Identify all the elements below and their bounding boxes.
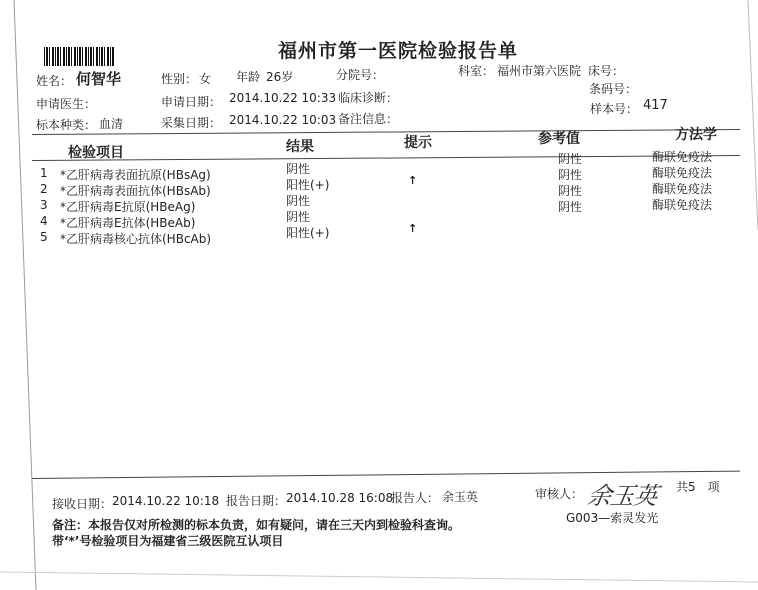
row-no: 3 (40, 198, 48, 212)
collect-date-label: 采集日期： (161, 116, 222, 130)
row-no: 1 (40, 166, 48, 180)
sample-no: 417 (643, 98, 668, 113)
footer-mutual-note: 带‘*’号检验项目为福建省三级医院互认项目 (52, 534, 284, 548)
instrument-code: G003—索灵发光 (566, 511, 659, 525)
row-method: 酶联免疫法 (652, 150, 713, 164)
doctor-label: 申请医生： (36, 97, 97, 111)
row-reference: 阴性 (558, 168, 583, 182)
apply-date-label: 申请日期： (161, 95, 222, 109)
reporter-label: 报告人： (391, 491, 440, 505)
row-method: 酶联免疫法 (652, 166, 713, 180)
row-item: *乙肝病毒E抗原(HBeAg) (60, 200, 196, 214)
row-reference: 阴性 (558, 200, 583, 214)
col-hint: 提示 (404, 135, 432, 151)
bed-label: 床号： (588, 64, 625, 78)
barcode-label: 条码号： (589, 82, 638, 96)
age-label: 年龄 (236, 70, 261, 84)
row-result: 阴性 (286, 210, 311, 224)
footer-note: 备注：本报告仅对所检测的标本负责，如有疑问，请在三天内到检验科查询。 (52, 518, 461, 532)
column-rule (32, 155, 740, 161)
barcode-image (44, 47, 114, 66)
patient-age: 26岁 (266, 70, 294, 84)
row-reference: 阴性 (558, 152, 583, 166)
report-date-label: 报告日期： (226, 494, 287, 508)
row-method: 酶联免疫法 (652, 198, 713, 212)
branch-label: 分院号： (336, 68, 385, 82)
name-label: 姓名： (36, 74, 73, 88)
row-result: 阴性 (286, 162, 311, 176)
row-no: 2 (40, 182, 48, 196)
col-item: 检验项目 (68, 145, 124, 161)
row-no: 5 (40, 230, 48, 244)
reviewer-label: 审核人： (535, 487, 584, 501)
specimen-value: 血清 (99, 117, 124, 131)
reporter-name: 余玉英 (442, 490, 479, 504)
patient-gender: 女 (199, 72, 212, 86)
collect-date: 2014.10.22 10:03 (229, 113, 337, 127)
note-label: 备注信息： (338, 112, 399, 126)
row-result: 阳性(+) (286, 226, 330, 240)
up-arrow-icon: ↑ (408, 174, 418, 187)
row-item: *乙肝病毒核心抗体(HBcAb) (60, 232, 212, 246)
col-method: 方法学 (675, 127, 717, 143)
sample-no-label: 样本号： (590, 102, 639, 116)
report-date: 2014.10.28 16:08 (286, 491, 394, 505)
receive-date: 2014.10.22 10:18 (112, 494, 220, 508)
row-reference: 阴性 (558, 184, 583, 198)
diagnosis-label: 临床诊断： (338, 91, 399, 105)
total-items: 共5 项 (676, 480, 720, 494)
row-method: 酶联免疫法 (652, 182, 713, 196)
report-title: 福州市第一医院检验报告单 (278, 40, 519, 62)
patient-name: 何智华 (76, 70, 122, 88)
row-no: 4 (40, 214, 48, 228)
apply-date: 2014.10.22 10:33 (229, 91, 337, 105)
gender-label: 性别： (161, 72, 198, 86)
row-item: *乙肝病毒表面抗体(HBsAb) (60, 184, 211, 198)
header-rule (32, 129, 740, 135)
dept-value: 福州市第六医院 (497, 64, 582, 78)
reviewer-signature: 余玉英 (585, 482, 660, 510)
row-result: 阳性(+) (286, 178, 330, 192)
col-reference: 参考值 (538, 131, 580, 147)
specimen-label: 标本种类： (36, 118, 97, 132)
up-arrow-icon: ↑ (408, 222, 418, 235)
receive-label: 接收日期： (52, 497, 113, 511)
row-item: *乙肝病毒表面抗原(HBsAg) (60, 168, 211, 182)
col-result: 结果 (286, 139, 314, 155)
row-item: *乙肝病毒E抗体(HBeAb) (60, 216, 196, 230)
dept-label: 科室： (458, 64, 495, 78)
row-result: 阴性 (286, 194, 311, 208)
